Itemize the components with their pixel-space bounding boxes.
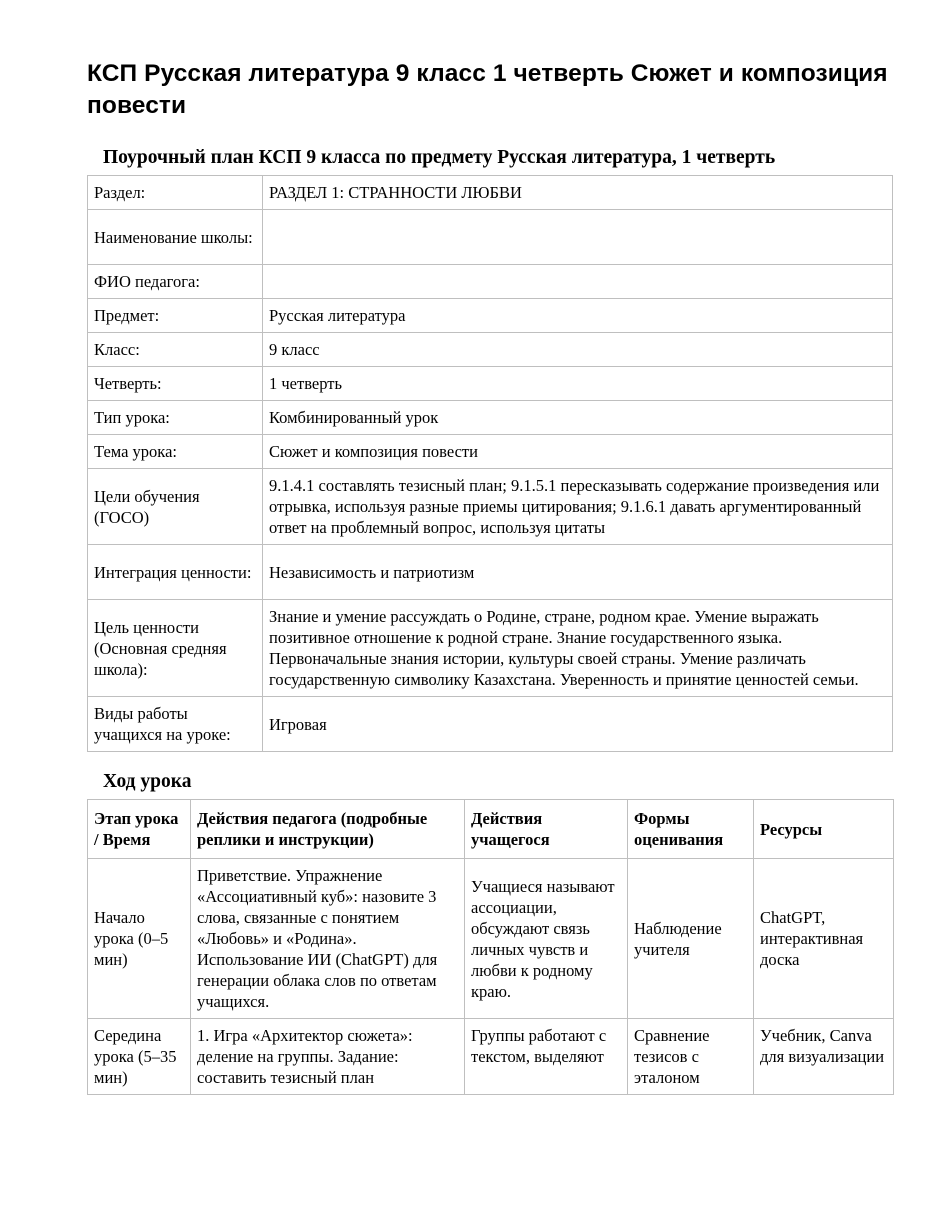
info-label: Тема урока: bbox=[88, 435, 263, 469]
info-label: Наименование школы: bbox=[88, 210, 263, 265]
info-value bbox=[263, 210, 893, 265]
info-value: Русская литература bbox=[263, 299, 893, 333]
table-row bbox=[88, 333, 893, 367]
info-value: 9 класс bbox=[263, 333, 893, 367]
table-row bbox=[88, 435, 893, 469]
info-label: Класс: bbox=[88, 333, 263, 367]
table-cell: 1. Игра «Архитектор сюжета»: деление на группы. Задание: составить тезисный план bbox=[191, 1019, 465, 1095]
info-label: ФИО педагога: bbox=[88, 265, 263, 299]
document-page bbox=[87, 58, 893, 1095]
info-label: Раздел: bbox=[88, 176, 263, 210]
lesson-info-table bbox=[87, 175, 893, 752]
info-label: Цели обучения (ГОСО) bbox=[88, 469, 263, 545]
table-row bbox=[88, 469, 893, 545]
info-value bbox=[263, 265, 893, 299]
table-row bbox=[88, 1019, 894, 1095]
table-cell: Группы работают с текстом, выделяют bbox=[465, 1019, 628, 1095]
table-cell: Учебник, Canva для визуализации bbox=[754, 1019, 894, 1095]
table-cell: Сравнение тезисов с эталоном bbox=[628, 1019, 754, 1095]
table-row bbox=[88, 859, 894, 1019]
info-label: Интеграция ценности: bbox=[88, 545, 263, 600]
column-header-resources: Ресурсы bbox=[754, 800, 894, 859]
column-header-student: Действия учащегося bbox=[465, 800, 628, 859]
table-row bbox=[88, 697, 893, 752]
info-label: Предмет: bbox=[88, 299, 263, 333]
table-cell: Наблюдение учителя bbox=[628, 859, 754, 1019]
info-value: Сюжет и композиция повести bbox=[263, 435, 893, 469]
table-cell: ChatGPT, интерактивная доска bbox=[754, 859, 894, 1019]
info-label: Виды работы учащихся на уроке: bbox=[88, 697, 263, 752]
table-row bbox=[88, 367, 893, 401]
info-value: Знание и умение рассуждать о Родине, стране, родном крае. Умение выражать позитивное отношение к родной стране. Знание государственного языка. Первоначальные знания истории, культуры своей страны. Умение различать государственную символику Казахстана. Уверенность и принятие ценностей семьи. bbox=[263, 600, 893, 697]
info-value: РАЗДЕЛ 1: СТРАННОСТИ ЛЮБВИ bbox=[263, 176, 893, 210]
info-label: Цель ценности (Основная средняя школа): bbox=[88, 600, 263, 697]
table-row bbox=[88, 265, 893, 299]
info-label: Тип урока: bbox=[88, 401, 263, 435]
info-value: Комбинированный урок bbox=[263, 401, 893, 435]
plan-heading: Поурочный план КСП 9 класса по предмету Русская литература, 1 четверть bbox=[103, 147, 776, 168]
table-row bbox=[88, 176, 893, 210]
table-row bbox=[88, 210, 893, 265]
table-row bbox=[88, 299, 893, 333]
info-value: 9.1.4.1 составлять тезисный план; 9.1.5.1 пересказывать содержание произведения или отрывка, используя разные приемы цитирования; 9.1.6.1 давать аргументированный ответ на проблемный вопрос, используя цитаты bbox=[263, 469, 893, 545]
info-value: Независимость и патриотизм bbox=[263, 545, 893, 600]
table-row bbox=[88, 401, 893, 435]
table-row bbox=[88, 545, 893, 600]
table-cell: Учащиеся называют ассоциации, обсуждают связь личных чувств и любви к родному краю. bbox=[465, 859, 628, 1019]
table-row bbox=[88, 600, 893, 697]
lesson-heading: Ход урока bbox=[103, 771, 192, 792]
column-header-assessment: Формы оценивания bbox=[628, 800, 754, 859]
info-label: Четверть: bbox=[88, 367, 263, 401]
document-title: КСП Русская литература 9 класс 1 четверть Сюжет и композиция повести bbox=[87, 60, 888, 119]
column-header-stage: Этап урока / Время bbox=[88, 800, 191, 859]
table-cell: Приветствие. Упражнение «Ассоциативный куб»: назовите 3 слова, связанные с понятием «Любовь» и «Родина». Использование ИИ (ChatGPT) для генерации облака слов по ответам учащихся. bbox=[191, 859, 465, 1019]
table-header-row bbox=[88, 800, 894, 859]
table-cell: Начало урока (0–5 мин) bbox=[88, 859, 191, 1019]
lesson-steps-table bbox=[87, 799, 894, 1095]
column-header-teacher: Действия педагога (подробные реплики и инструкции) bbox=[191, 800, 465, 859]
info-value: 1 четверть bbox=[263, 367, 893, 401]
info-value: Игровая bbox=[263, 697, 893, 752]
table-cell: Середина урока (5–35 мин) bbox=[88, 1019, 191, 1095]
